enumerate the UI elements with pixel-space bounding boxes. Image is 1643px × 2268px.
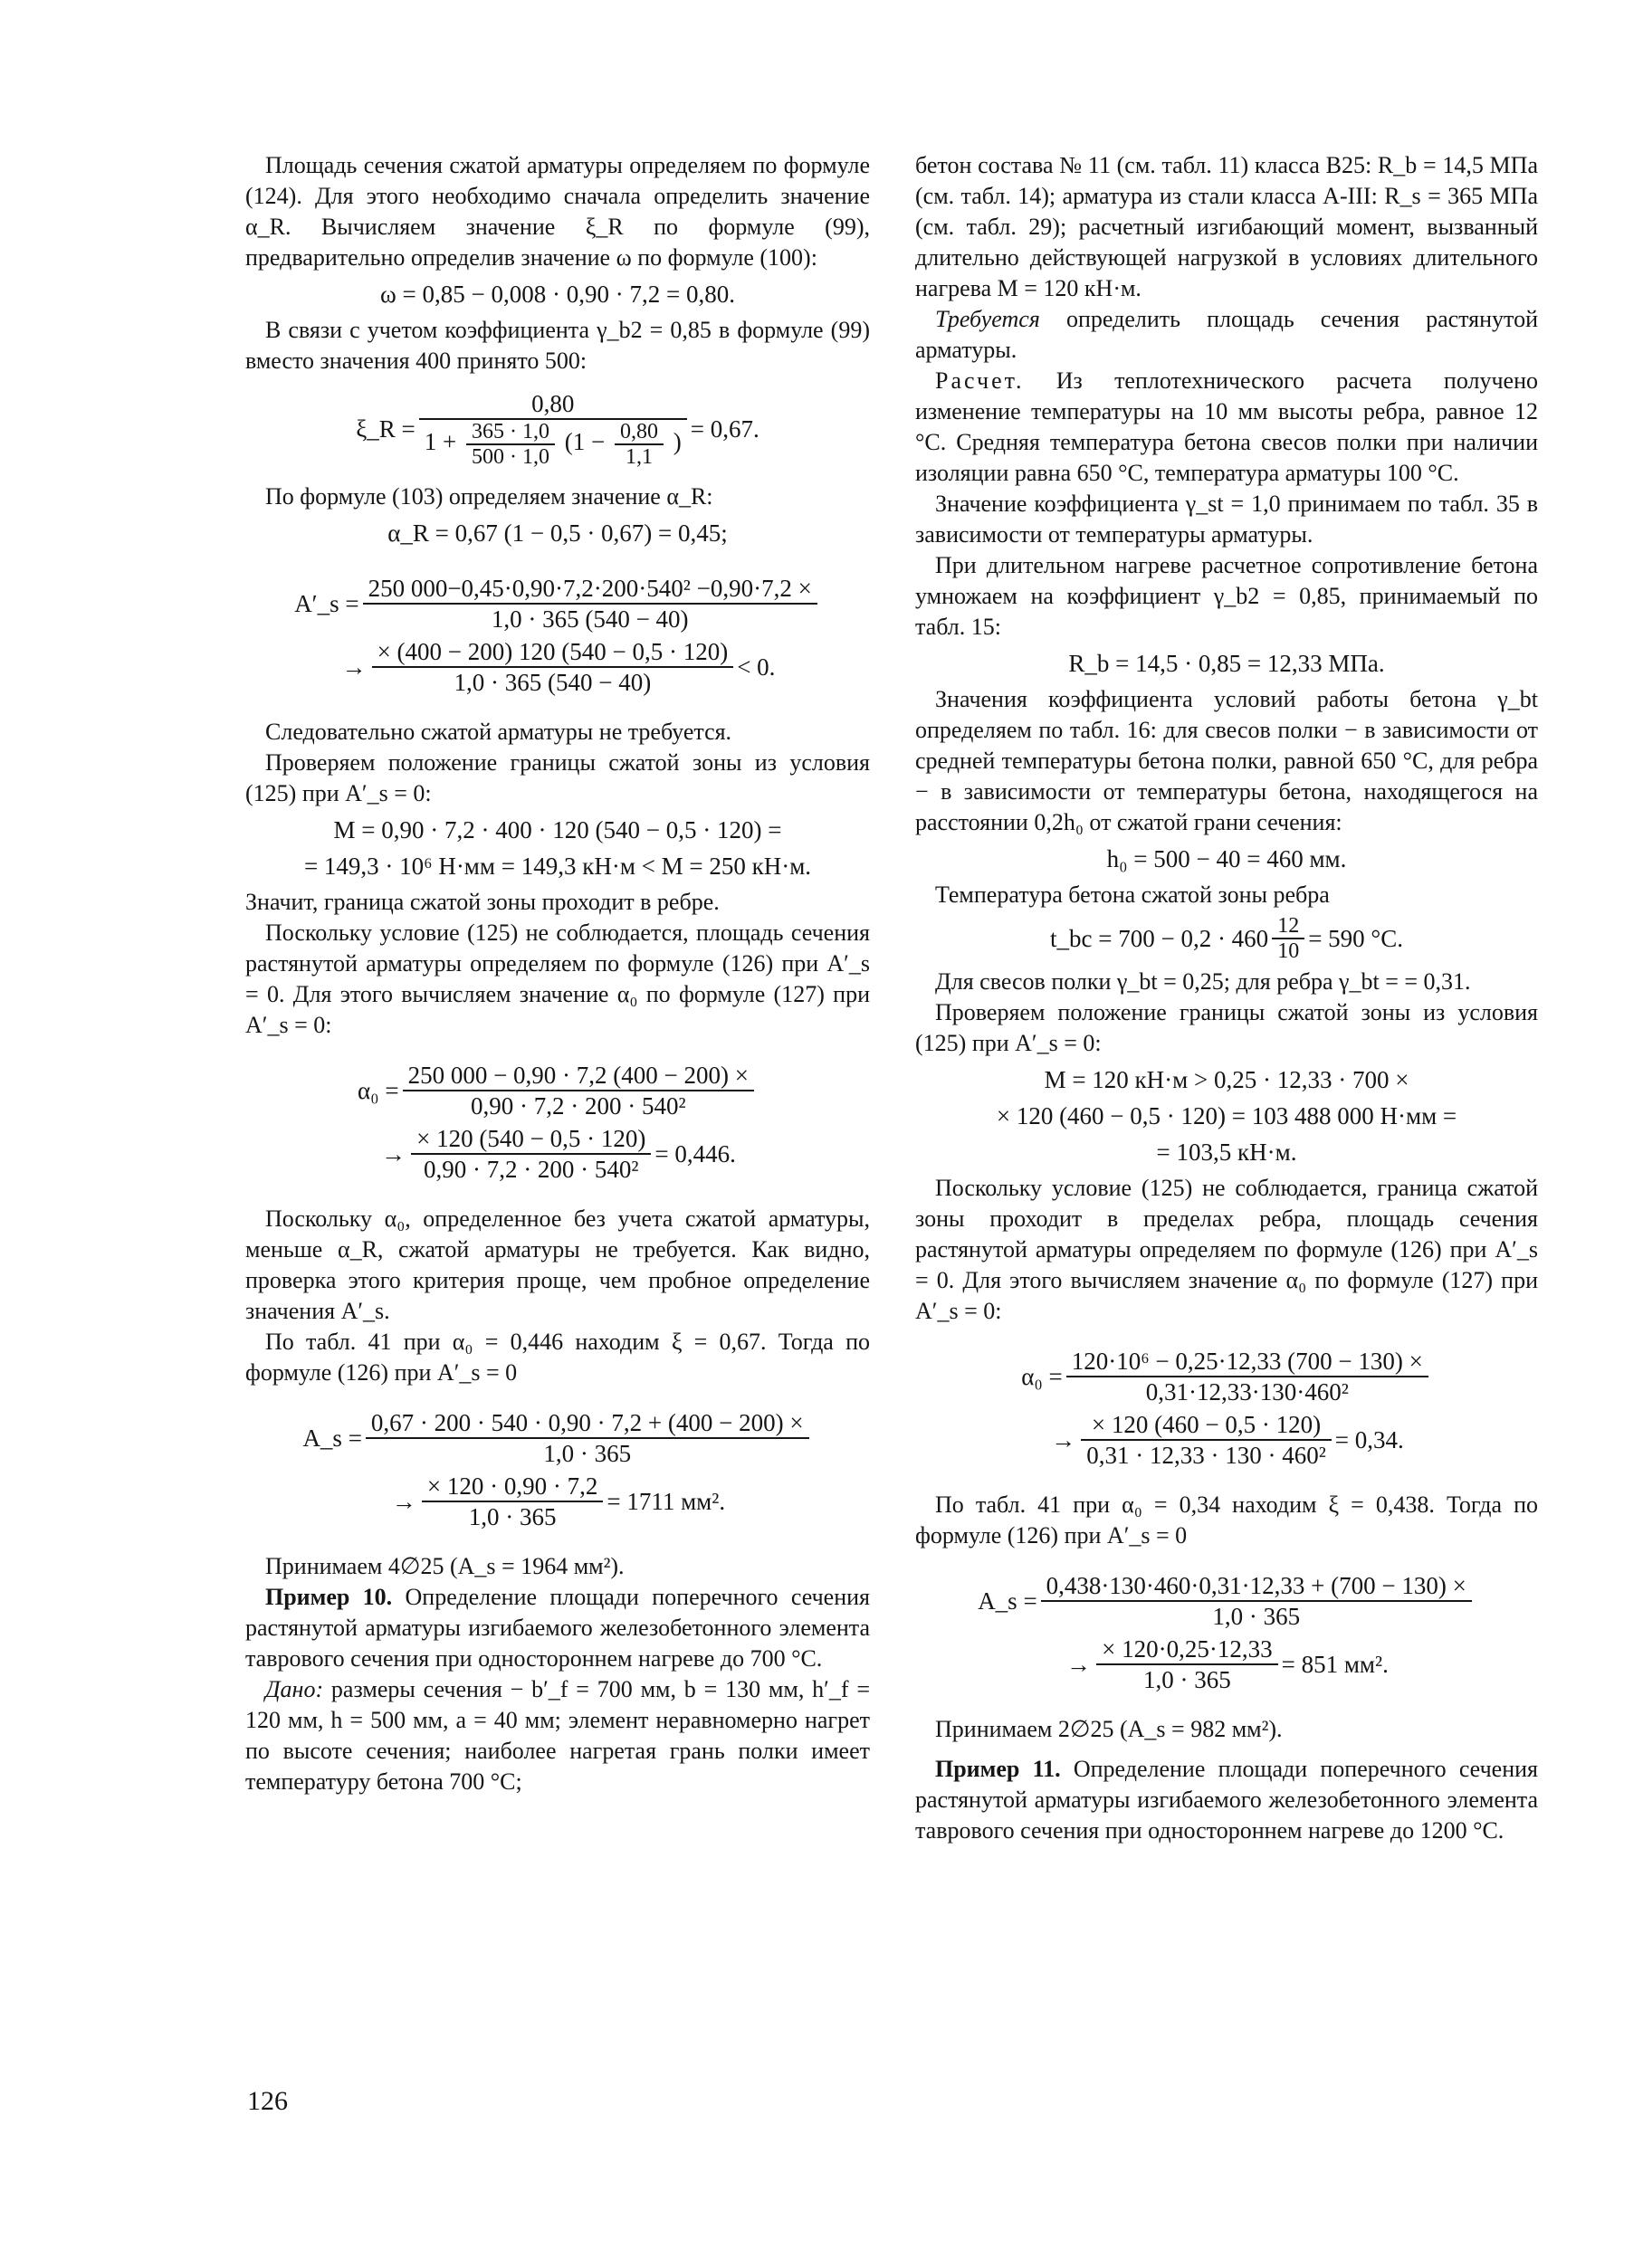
- numerator: 250 000−0,45·0,90·7,2·200·540² −0,90·7,2 ×: [363, 574, 817, 605]
- formula-as-prime-cont: [245, 637, 870, 697]
- page-number: 126: [247, 2086, 288, 2116]
- denominator: 10: [1277, 939, 1300, 963]
- formula-lhs: ξ_R =: [356, 415, 416, 443]
- arrow-icon: →: [381, 1140, 406, 1167]
- denominator: 1,0 · 365: [543, 1440, 632, 1467]
- formula-as-cont: [245, 1472, 870, 1531]
- formula-as-prime: [245, 574, 870, 634]
- fraction: [363, 574, 817, 634]
- fraction: [1066, 1347, 1428, 1406]
- required-label: Требуется: [935, 306, 1040, 332]
- numerator: 0,80: [419, 389, 687, 420]
- formula-moment: M = 0,90 · 7,2 · 400 · 120 (540 − 0,5 · 120) =: [333, 816, 782, 843]
- paragraph: [915, 366, 1538, 489]
- formula-as: [915, 1571, 1538, 1631]
- denominator: 1,0 · 365: [468, 1503, 557, 1530]
- numerator: 120·10⁶ − 0,25·12,33 (700 − 130) ×: [1066, 1347, 1428, 1377]
- right-column: [915, 150, 1538, 1846]
- paragraph: Следовательно сжатой арматуры не требуется.: [265, 719, 732, 745]
- fraction: [403, 1061, 754, 1120]
- paragraph: Площадь сечения сжатой арматуры определяем по формуле (124). Для этого необходимо сначала определить значение α_R. Вычисляем значение ξ_R по формуле (99), предварительно определив значение ω по формуле (100):: [245, 152, 870, 271]
- denominator: 1,0 · 365 (540 − 40): [491, 605, 689, 633]
- numerator: × 120 · 0,90 · 7,2: [422, 1472, 603, 1502]
- fraction: [372, 637, 734, 697]
- formula-rhs: = 0,446.: [654, 1140, 736, 1167]
- numerator: 0,67 · 200 · 540 · 0,90 · 7,2 + (400 − 200) ×: [366, 1408, 809, 1439]
- paragraph: По табл. 41 при α₀ = 0,446 находим ξ = 0,67. Тогда по формуле (126) при A′_s = 0: [245, 1329, 870, 1386]
- arrow-icon: →: [1051, 1426, 1076, 1453]
- fraction: [422, 1472, 603, 1531]
- formula-alpha0-cont: [915, 1410, 1538, 1470]
- formula-alpha0: [245, 1061, 870, 1120]
- paragraph: Значения коэффициента условий работы бетона γ_bt определяем по табл. 16: для свесов полки − в зависимости от средней температуры бетона полки, равной 650 °С, для ребра − в зависимости от температуры бетона, находящегося на расстоянии 0,2h₀ от сжатой грани сечения:: [915, 686, 1538, 835]
- denominator: [419, 420, 687, 469]
- paragraph: По табл. 41 при α₀ = 0,34 находим ξ = 0,438. Тогда по формуле (126) при A′_s = 0: [915, 1491, 1538, 1549]
- formula-rhs: = 0,34.: [1334, 1426, 1404, 1453]
- paragraph: Температура бетона сжатой зоны ребра: [935, 881, 1330, 908]
- calculation-label: Расчет.: [935, 367, 1025, 394]
- formula-as: [245, 1408, 870, 1468]
- paragraph-text: размеры сечения − b′_f = 700 мм, b = 130 мм, h′_f = 120 мм, h = 500 мм, a = 40 мм; элемент неравномерно нагрет по высоте сечения; наиболее нагретая грань полки имеет температуру бетона 700 °С;: [245, 1676, 870, 1795]
- numerator: × 120 (540 − 0,5 · 120): [411, 1124, 651, 1155]
- paragraph: [245, 1582, 870, 1674]
- formula-moment-cont: × 120 (460 − 0,5 · 120) = 103 488 000 Н·мм =: [996, 1102, 1457, 1129]
- formula-moment: M = 120 кН·м > 0,25 · 12,33 · 700 ×: [1044, 1066, 1409, 1093]
- formula-rhs: = 1711 мм².: [607, 1488, 726, 1515]
- formula-as-cont: [915, 1634, 1538, 1694]
- formula-lhs: t_bc = 700 − 0,2 · 460: [1050, 925, 1269, 952]
- denominator: 500 · 1,0: [472, 445, 550, 469]
- formula-rhs: = 0,67.: [690, 415, 759, 443]
- paragraph-text: Определение площади поперечного сечения растянутой арматуры изгибаемого железобетонного элемента таврового сечения при одностороннем нагреве до 700 °С.: [245, 1584, 870, 1672]
- formula-xi-r: [245, 389, 870, 469]
- formula-rhs: < 0.: [737, 653, 776, 681]
- fraction: [1272, 914, 1304, 963]
- formula-moment-cont: = 149,3 · 10⁶ Н·мм = 149,3 кН·м < M = 250 кН·м.: [303, 853, 812, 880]
- paragraph-text: Из теплотехнического расчета получено изменение температуры на 10 мм высоты ребра, равное 12 °С. Средняя температура бетона свесов полки при наличии изоляции равна 650 °С, температура арматуры 100 °С.: [915, 367, 1538, 486]
- formula-lhs: α₀ =: [358, 1077, 399, 1104]
- formula-lhs: A′_s =: [294, 590, 359, 617]
- formula-h0: h₀ = 500 − 40 = 460 мм.: [1106, 845, 1347, 872]
- paragraph: Принимаем 4∅25 (A_s = 1964 мм²).: [265, 1553, 625, 1579]
- fraction: [1096, 1634, 1277, 1694]
- paragraph: Для свесов полки γ_bt = 0,25; для ребра γ_bt = = 0,31.: [935, 968, 1471, 995]
- fraction: [366, 1408, 809, 1468]
- fraction: [466, 420, 555, 469]
- formula-rhs: = 590 °С.: [1308, 925, 1403, 952]
- paragraph: По формуле (103) определяем значение α_R:: [265, 483, 713, 510]
- paragraph: Проверяем положение границы сжатой зоны из условия (125) при A′_s = 0:: [245, 749, 870, 806]
- paragraph: Проверяем положение границы сжатой зоны из условия (125) при A′_s = 0:: [915, 999, 1538, 1056]
- paragraph: Поскольку условие (125) не соблюдается, площадь сечения растянутой арматуры определяем по формуле (126) при A′_s = 0. Для этого вычисляем значение α₀ по формуле (127) при A′_s = 0:: [245, 920, 870, 1038]
- fraction: [1081, 1410, 1332, 1470]
- paragraph: Значит, граница сжатой зоны проходит в ребре.: [245, 889, 720, 915]
- fraction: [419, 389, 687, 469]
- numerator: 250 000 − 0,90 · 7,2 (400 − 200) ×: [403, 1061, 754, 1091]
- formula-moment-cont: = 103,5 кН·м.: [1156, 1139, 1297, 1166]
- arrow-icon: →: [391, 1488, 416, 1515]
- paragraph: Поскольку условие (125) не соблюдается, граница сжатой зоны проходит в пределах ребра, площадь сечения растянутой арматуры определяем по формуле (126) при A′_s = 0. Для этого вычисляем значение α₀ по формуле (127) при A′_s = 0:: [915, 1175, 1538, 1324]
- paragraph-text: определить площадь сечения растянутой арматуры.: [915, 306, 1538, 363]
- formula-alpha-r: α_R = 0,67 (1 − 0,5 · 0,67) = 0,45;: [387, 519, 728, 547]
- denominator: 1,0 · 365: [1143, 1666, 1231, 1693]
- paragraph: Поскольку α₀, определенное без учета сжатой арматуры, меньше α_R, сжатой арматуры не требуется. Как видно, проверка этого критерия проще, чем пробное определение значения A′_s.: [245, 1205, 870, 1324]
- example-label: Пример 10.: [265, 1584, 393, 1610]
- formula-rb: R_b = 14,5 · 0,85 = 12,33 МПа.: [1068, 650, 1385, 677]
- denominator: 0,90 · 7,2 · 200 · 540²: [423, 1156, 639, 1183]
- arrow-icon: →: [341, 653, 367, 681]
- given-label: Дано:: [265, 1676, 324, 1702]
- formula-lhs: A_s =: [302, 1425, 362, 1452]
- formula-lhs: A_s =: [978, 1587, 1037, 1615]
- paragraph: В связи с учетом коэффициента γ_b2 = 0,85 в формуле (99) вместо значения 400 принято 500:: [245, 317, 870, 374]
- numerator: 12: [1272, 914, 1304, 939]
- numerator: 0,438·130·460·0,31·12,33 + (700 − 130) ×: [1041, 1571, 1472, 1602]
- denominator: 0,90 · 7,2 · 200 · 540²: [470, 1092, 686, 1120]
- arrow-icon: →: [1066, 1651, 1092, 1678]
- fraction: [1041, 1571, 1472, 1631]
- numerator: × 120·0,25·12,33: [1096, 1634, 1277, 1665]
- paragraph: При длительном нагреве расчетное сопротивление бетона умножаем на коэффициент γ_b2 = 0,85, принимаемый по табл. 15:: [915, 552, 1538, 640]
- numerator: 365 · 1,0: [466, 420, 555, 445]
- denominator: 1,0 · 365: [1212, 1603, 1301, 1630]
- numerator: × 120 (460 − 0,5 · 120): [1081, 1410, 1332, 1441]
- denominator: 1,1: [626, 445, 653, 469]
- left-column: [245, 150, 870, 1797]
- formula-omega: ω = 0,85 − 0,008 · 0,90 · 7,2 = 0,80.: [380, 281, 735, 308]
- paragraph: [915, 304, 1538, 366]
- formula-rhs: = 851 мм².: [1281, 1651, 1389, 1678]
- fraction: [615, 420, 664, 469]
- formula-alpha0-cont: [245, 1124, 870, 1184]
- paragraph: [915, 1754, 1538, 1846]
- paragraph-text: Определение площади поперечного сечения растянутой арматуры изгибаемого железобетонного элемента таврового сечения при одностороннем нагреве до 1200 °С.: [915, 1756, 1538, 1844]
- paragraph: Значение коэффициента γ_st = 1,0 принимаем по табл. 35 в зависимости от температуры арматуры.: [915, 491, 1538, 548]
- paragraph: Принимаем 2∅25 (A_s = 982 мм²).: [935, 1716, 1283, 1742]
- numerator: × (400 − 200) 120 (540 − 0,5 · 120): [372, 637, 734, 668]
- paragraph: бетон состава № 11 (см. табл. 11) класса В25: R_b = 14,5 МПа (см. табл. 14); арматура из стали класса А-III: R_s = 365 МПа (см. табл. 29); расчетный изгибающий момент, вызванный длительно действующей нагрузкой в условиях длительного нагрева M = 120 кН·м.: [915, 152, 1538, 301]
- denominator: 0,31 · 12,33 · 130 · 460²: [1086, 1442, 1326, 1469]
- den-part: ): [673, 428, 682, 456]
- fraction: [411, 1124, 651, 1184]
- den-part: (1 −: [564, 428, 606, 456]
- formula-tbc: [915, 914, 1538, 963]
- denominator: 1,0 · 365 (540 − 40): [454, 669, 652, 696]
- denominator: 0,31·12,33·130·460²: [1145, 1378, 1349, 1406]
- example-label: Пример 11.: [935, 1756, 1061, 1782]
- numerator: 0,80: [615, 420, 664, 445]
- formula-lhs: α₀ =: [1021, 1363, 1063, 1390]
- den-part: 1 +: [424, 428, 457, 456]
- paragraph: [245, 1674, 870, 1797]
- formula-alpha0: [915, 1347, 1538, 1406]
